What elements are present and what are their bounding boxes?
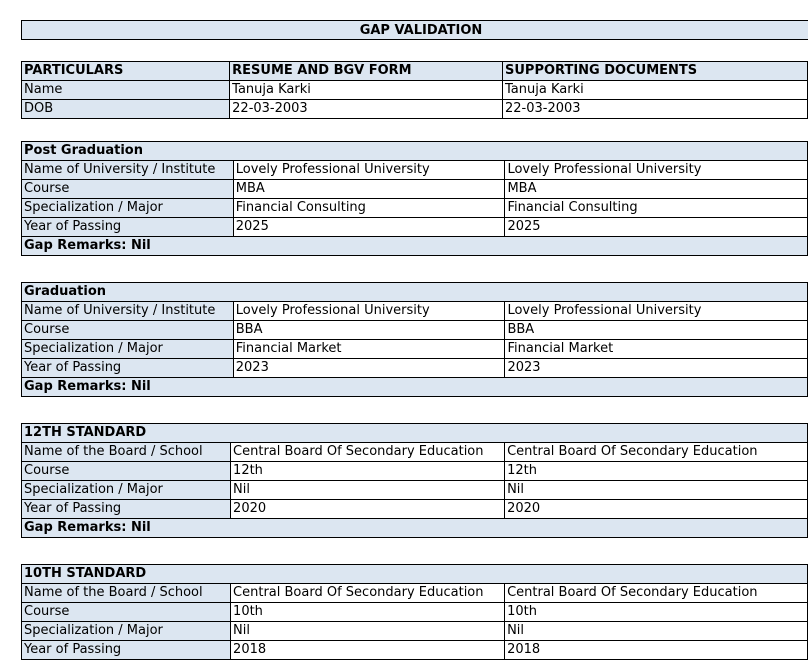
resume-value[interactable]: Tanuja Karki <box>230 81 503 100</box>
row-label: Name of University / Institute <box>22 302 234 321</box>
section-post-graduation <box>21 141 808 256</box>
table-row <box>22 584 808 603</box>
table-row <box>22 218 808 237</box>
resume-value[interactable]: 2023 <box>233 359 505 378</box>
section-10th-standard <box>21 564 808 660</box>
resume-value[interactable]: MBA <box>233 180 505 199</box>
resume-value[interactable]: 12th <box>231 462 505 481</box>
gap-remarks-row <box>22 519 808 538</box>
resume-value[interactable]: 10th <box>231 603 505 622</box>
docs-value[interactable]: Financial Consulting <box>505 199 808 218</box>
gap-remarks: Gap Remarks: Nil <box>22 378 808 397</box>
resume-value[interactable]: Financial Market <box>233 340 505 359</box>
resume-value[interactable]: Central Board Of Secondary Education <box>231 584 505 603</box>
resume-value[interactable]: BBA <box>233 321 505 340</box>
docs-value[interactable]: BBA <box>505 321 808 340</box>
docs-value[interactable]: 12th <box>505 462 808 481</box>
row-label: Year of Passing <box>22 218 234 237</box>
table-row <box>22 180 808 199</box>
gap-remarks: Gap Remarks: Nil <box>22 519 808 538</box>
section-title: Post Graduation <box>22 142 808 161</box>
docs-value[interactable]: Nil <box>505 481 808 500</box>
gap-remarks-row <box>22 237 808 256</box>
row-label: Specialization / Major <box>22 481 231 500</box>
docs-value[interactable]: MBA <box>505 180 808 199</box>
resume-value[interactable]: 22-03-2003 <box>230 100 503 119</box>
docs-value[interactable]: Central Board Of Secondary Education <box>505 584 808 603</box>
table-row <box>22 340 808 359</box>
section-header-row <box>22 565 808 584</box>
docs-value[interactable]: 2025 <box>505 218 808 237</box>
table-row <box>22 462 808 481</box>
row-label: Year of Passing <box>22 359 234 378</box>
row-label: Course <box>22 180 234 199</box>
row-label: Name of the Board / School <box>22 584 231 603</box>
resume-value[interactable]: Lovely Professional University <box>233 302 505 321</box>
docs-value[interactable]: 22-03-2003 <box>503 100 808 119</box>
resume-value[interactable]: Central Board Of Secondary Education <box>231 443 505 462</box>
row-label: Year of Passing <box>22 641 231 660</box>
table-row <box>22 481 808 500</box>
docs-value[interactable]: Lovely Professional University <box>505 161 808 180</box>
row-label: Specialization / Major <box>22 340 234 359</box>
table-row <box>22 81 808 100</box>
row-label: Name of University / Institute <box>22 161 234 180</box>
table-header-row <box>22 62 808 81</box>
row-label: Name <box>22 81 230 100</box>
resume-value[interactable]: 2025 <box>233 218 505 237</box>
section-title: Graduation <box>22 283 808 302</box>
row-label: Specialization / Major <box>22 622 231 641</box>
section-header-row <box>22 424 808 443</box>
section-title: 12TH STANDARD <box>22 424 808 443</box>
docs-value[interactable]: 2018 <box>505 641 808 660</box>
docs-value[interactable]: Central Board Of Secondary Education <box>505 443 808 462</box>
header-particulars: PARTICULARS <box>22 62 230 81</box>
row-label: Course <box>22 321 234 340</box>
row-label: Course <box>22 462 231 481</box>
resume-value[interactable]: 2018 <box>231 641 505 660</box>
docs-value[interactable]: Tanuja Karki <box>503 81 808 100</box>
table-row <box>22 603 808 622</box>
row-label: Course <box>22 603 231 622</box>
table-row <box>22 443 808 462</box>
table-row <box>22 500 808 519</box>
gap-remarks-row <box>22 378 808 397</box>
section-header-row <box>22 142 808 161</box>
docs-value[interactable]: Financial Market <box>505 340 808 359</box>
docs-value[interactable]: 2023 <box>505 359 808 378</box>
resume-value[interactable]: Nil <box>231 622 505 641</box>
row-label: Specialization / Major <box>22 199 234 218</box>
section-12th-standard <box>21 423 808 538</box>
table-row <box>22 359 808 378</box>
row-label: Name of the Board / School <box>22 443 231 462</box>
table-row <box>22 641 808 660</box>
docs-value[interactable]: 10th <box>505 603 808 622</box>
table-row <box>22 622 808 641</box>
page-title: GAP VALIDATION <box>21 20 808 40</box>
table-row <box>22 321 808 340</box>
docs-value[interactable]: Lovely Professional University <box>505 302 808 321</box>
resume-value[interactable]: 2020 <box>231 500 505 519</box>
gap-remarks: Gap Remarks: Nil <box>22 237 808 256</box>
docs-value[interactable]: 2020 <box>505 500 808 519</box>
resume-value[interactable]: Financial Consulting <box>233 199 505 218</box>
section-header-row <box>22 283 808 302</box>
row-label: Year of Passing <box>22 500 231 519</box>
resume-value[interactable]: Lovely Professional University <box>233 161 505 180</box>
row-label: DOB <box>22 100 230 119</box>
header-supporting-docs: SUPPORTING DOCUMENTS <box>503 62 808 81</box>
section-title: 10TH STANDARD <box>22 565 808 584</box>
table-row <box>22 161 808 180</box>
table-row <box>22 199 808 218</box>
particulars-table <box>21 61 808 119</box>
table-row <box>22 100 808 119</box>
section-graduation <box>21 282 808 397</box>
resume-value[interactable]: Nil <box>231 481 505 500</box>
table-row <box>22 302 808 321</box>
docs-value[interactable]: Nil <box>505 622 808 641</box>
header-resume-bgv: RESUME AND BGV FORM <box>230 62 503 81</box>
